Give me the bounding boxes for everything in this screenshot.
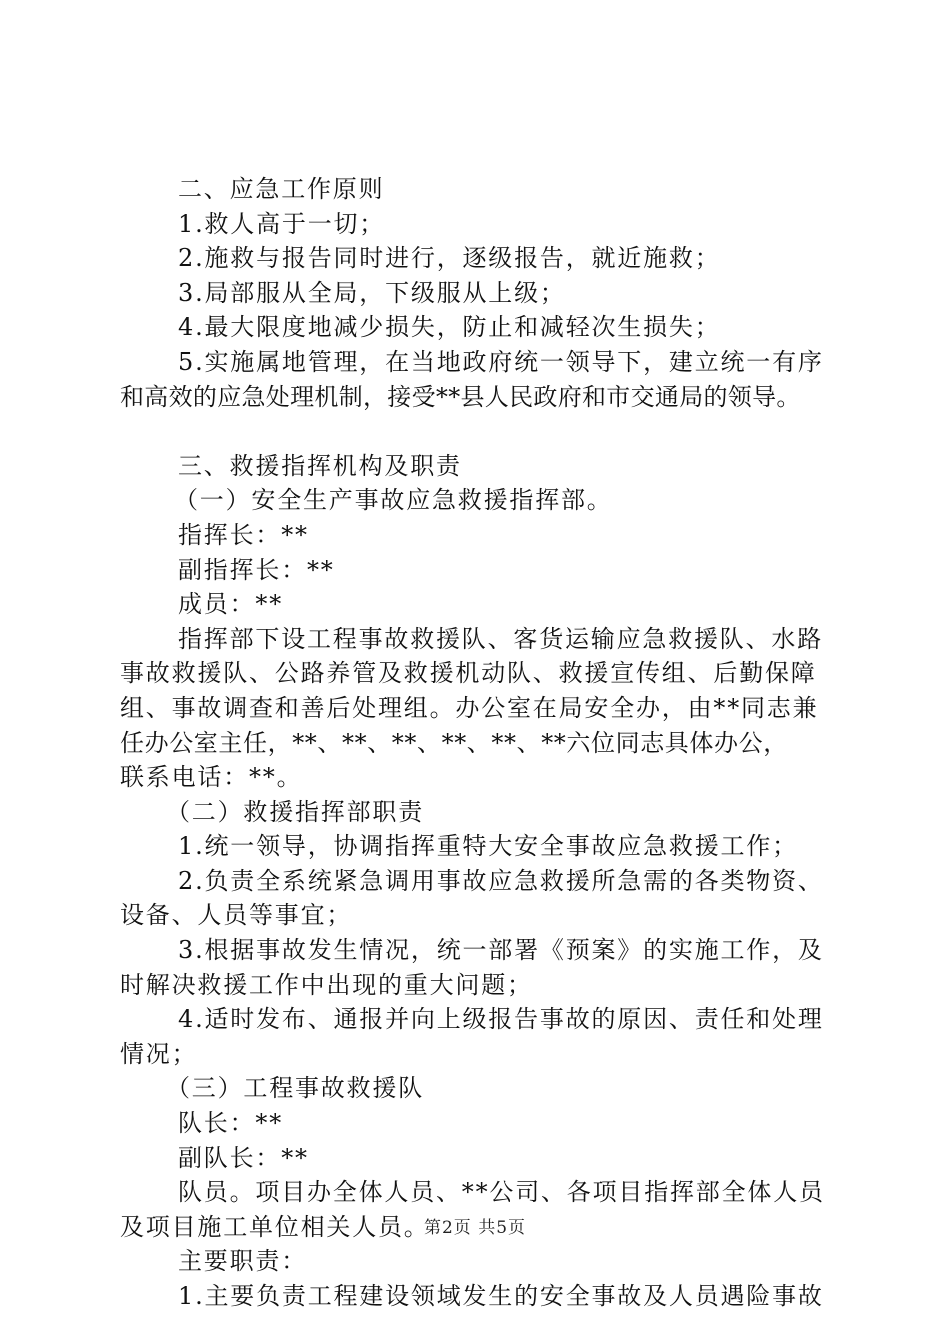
paragraph-line: 时解决救援工作中出现的重大问题； (120, 970, 533, 999)
paragraph-line: 事故救援队、公路养管及救援机动队、救援宣传组、后勤保障 (120, 659, 817, 688)
paragraph-line: 2.负责全系统紧急调用事故应急救援所急需的各类物资、 (178, 866, 824, 895)
paragraph-line: 情况； (120, 1039, 198, 1068)
paragraph-line: 队长：** (178, 1109, 283, 1138)
paragraph-line: 4.适时发布、通报并向上级报告事故的原因、责任和处理 (178, 1005, 824, 1034)
paragraph-line: 组、事故调查和善后处理组。办公室在局安全办，由**同志兼 (120, 693, 819, 722)
page-number-footer: 第2页 共5页 (423, 1218, 527, 1238)
paragraph-line: 联系电话：**。 (120, 763, 303, 792)
paragraph-line: 3.局部服从全局，下级服从上级； (178, 278, 566, 307)
document-body (120, 172, 835, 1314)
paragraph-line: 1.主要负责工程建设领域发生的安全事故及人员遇险事故 (178, 1282, 824, 1310)
paragraph-line: 指挥长：** (178, 520, 309, 549)
paragraph-line: 副队长：** (178, 1143, 309, 1172)
paragraph-line: 1.统一领导，协调指挥重特大安全事故应急救援工作； (178, 832, 798, 861)
paragraph-line: 成员：** (178, 590, 283, 619)
section-heading-2: 二、应急工作原则 (178, 175, 385, 203)
subsection-heading: （三）工程事故救援队 (166, 1074, 424, 1103)
paragraph-line: 指挥部下设工程事故救援队、客货运输应急救援队、水路 (178, 624, 823, 653)
subsection-heading: （二）救援指挥部职责 (166, 797, 424, 826)
paragraph-line: 和高效的应急处理机制，接受**县人民政府和市交通局的领导。 (120, 382, 801, 411)
paragraph-line: 1.救人高于一切； (178, 209, 386, 238)
section-heading-3: 三、救援指挥机构及职责 (178, 451, 462, 480)
paragraph-line: 4.最大限度地减少损失，防止和减轻次生损失； (178, 313, 721, 342)
paragraph-line: 5.实施属地管理，在当地政府统一领导下，建立统一有序 (178, 347, 824, 376)
paragraph-line: 3.根据事故发生情况，统一部署《预案》的实施工作，及 (178, 936, 824, 965)
blank-line (120, 414, 835, 449)
paragraph-line: 设备、人员等事宜； (120, 901, 353, 930)
paragraph-line: 队员。项目办全体人员、**公司、各项目指挥部全体人员 (178, 1178, 825, 1207)
paragraph-line: 2.施救与报告同时进行，逐级报告，就近施救； (178, 244, 721, 273)
paragraph-line: 任办公室主任，**、**、**、**、**、**六位同志具体办公， (120, 728, 788, 757)
paragraph-line: 主要职责： (178, 1247, 307, 1276)
paragraph-line: 及项目施工单位相关人员。 (120, 1212, 430, 1241)
subsection-heading: （一）安全生产事故应急救援指挥部。 (174, 486, 613, 515)
paragraph-line: 副指挥长：** (178, 555, 335, 584)
